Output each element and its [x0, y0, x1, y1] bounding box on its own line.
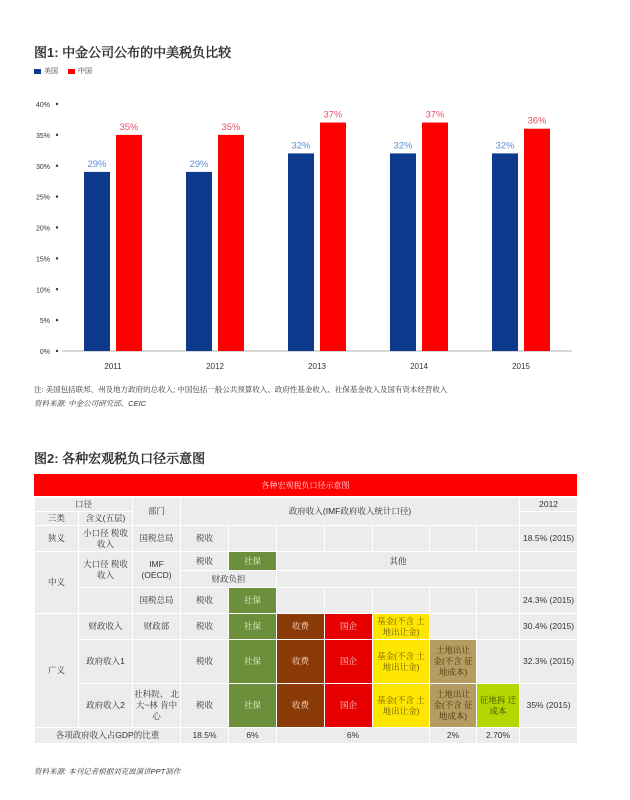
bar-china [524, 129, 550, 351]
y-tick-mark [56, 257, 58, 259]
row-gov1-value: 32.3% (2015) [520, 640, 578, 684]
row-fiscal-fees: 收费 [277, 614, 325, 640]
y-tick-label: 10% [35, 287, 50, 295]
header-year: 2012 [520, 498, 578, 512]
y-tick-mark [56, 165, 58, 167]
y-tick-mark [56, 226, 58, 228]
bar-usa [288, 153, 314, 351]
row-medium2-tax: 税收 [181, 588, 229, 614]
figure2-source: 资料来源: 本刊记者根据刘克崮演讲PPT制作 [34, 767, 181, 776]
row-gov1-fund: 基金(不含 土地出让金) [373, 640, 430, 684]
row-gov2-dept: 社科院、 北大~林 肯中心 [133, 684, 181, 728]
row-gov2-land: 土地出让 金(不含 征地成本) [430, 684, 477, 728]
y-tick-label: 20% [35, 225, 50, 233]
empty-cell [430, 526, 477, 552]
row-gov1-meaning: 政府收入1 [79, 640, 133, 684]
bar-china [218, 135, 244, 351]
footer-label: 各项政府收入占GDP的比重 [35, 728, 181, 744]
row-medium-other: 其他 [277, 552, 520, 571]
empty-cell [277, 588, 325, 614]
data-label: 32% [291, 140, 311, 152]
data-label: 32% [393, 140, 413, 152]
empty-cell [133, 640, 181, 684]
empty-cell [277, 571, 520, 588]
figure1-title: 图1: 中金公司公布的中美税负比较 [34, 45, 232, 60]
y-tick-label: 35% [35, 132, 50, 140]
row-gov2-fees: 收费 [277, 684, 325, 728]
row-narrow-tax: 税收 [181, 526, 229, 552]
x-tick-label: 2015 [512, 362, 530, 371]
row-fiscal-social: 社保 [229, 614, 277, 640]
row-broad-class: 广义 [35, 614, 79, 728]
empty-cell [477, 614, 520, 640]
y-tick-mark [56, 288, 58, 290]
y-tick-label: 15% [35, 256, 50, 264]
bar-chart [0, 90, 630, 380]
bar-china [320, 123, 346, 351]
row-fiscal-soe: 国企 [325, 614, 373, 640]
header-bumen: 部门 [133, 498, 181, 526]
footer-v1: 18.5% [181, 728, 229, 744]
figure1-note: 注: 美国包括联邦、州及地方政府的总收入; 中国包括一般公共预算收入、政府性基金收入、社保基金收入及国有资本经营收入 [34, 385, 448, 394]
empty-cell [520, 552, 578, 571]
row-gov1-land: 土地出让 金(不含 征地成本) [430, 640, 477, 684]
data-label: 35% [119, 121, 139, 133]
data-label: 36% [527, 115, 547, 127]
row-narrow-class: 狭义 [35, 526, 79, 552]
figure1-source: 资料来源: 中金公司研究部、CEIC [34, 399, 147, 408]
y-tick-label: 25% [35, 194, 50, 202]
legend-item-china [68, 66, 92, 76]
legend-item-usa [34, 66, 58, 76]
header-year-blank [520, 512, 578, 526]
row-medium2-value: 24.3% (2015) [520, 588, 578, 614]
row-narrow-meaning: 小口径 税收收入 [79, 526, 133, 552]
footer-v4: 2% [430, 728, 477, 744]
empty-cell [520, 571, 578, 588]
footer-v5: 2.70% [477, 728, 520, 744]
row-medium-fiscal-burden: 财政负担 [181, 571, 277, 588]
empty-cell [277, 526, 325, 552]
x-tick-label: 2011 [104, 362, 122, 371]
legend-swatch-usa [34, 69, 41, 74]
row-gov2-tax: 税收 [181, 684, 229, 728]
row-fiscal-fund: 基金(不含 土地出让金) [373, 614, 430, 640]
y-tick-label: 0% [39, 349, 50, 356]
row-fiscal-dept: 财政部 [133, 614, 181, 640]
data-label: 35% [221, 121, 241, 133]
header-sanlei: 三类 [35, 512, 79, 526]
header-hanyi: 含义(五层) [79, 512, 133, 526]
data-label: 32% [495, 140, 515, 152]
data-label: 37% [425, 109, 445, 121]
y-tick-mark [56, 103, 58, 105]
row-gov2-fund: 基金(不含 土地出让金) [373, 684, 430, 728]
y-tick-label: 40% [35, 102, 50, 109]
empty-cell [325, 588, 373, 614]
header-government-revenue: 政府收入(IMF政府收入统计口径) [181, 498, 520, 526]
y-tick-mark [56, 319, 58, 321]
empty-cell [520, 728, 578, 744]
row-gov2-soe: 国企 [325, 684, 373, 728]
row-narrow-dept: 国税总局 [133, 526, 181, 552]
bar-usa [84, 172, 110, 351]
bar-china [422, 123, 448, 351]
header-koujing: 口径 [35, 498, 133, 512]
row-fiscal-meaning: 财政收入 [79, 614, 133, 640]
y-tick-label: 5% [39, 318, 50, 326]
row-gov1-tax: 税收 [181, 640, 229, 684]
x-tick-label: 2013 [308, 362, 326, 371]
legend-swatch-china [68, 69, 75, 74]
y-tick-mark [56, 195, 58, 197]
row-medium-tax: 税收 [181, 552, 229, 571]
table-banner: 各种宏观税负口径示意图 [34, 474, 577, 496]
empty-cell [79, 588, 133, 614]
empty-cell [477, 588, 520, 614]
empty-cell [477, 526, 520, 552]
row-gov2-meaning: 政府收入2 [79, 684, 133, 728]
row-gov2-value: 35% (2015) [520, 684, 578, 728]
row-medium-social: 社保 [229, 552, 277, 571]
row-gov1-social: 社保 [229, 640, 277, 684]
data-label: 37% [323, 109, 343, 121]
y-tick-mark [56, 134, 58, 136]
bar-usa [186, 172, 212, 351]
row-medium2-social: 社保 [229, 588, 277, 614]
row-medium-meaning: 大口径 税收收入 [79, 552, 133, 588]
legend-label-usa: 美国 [44, 68, 58, 75]
row-medium-dept-imf: IMF (OECD) [133, 552, 181, 588]
empty-cell [229, 526, 277, 552]
footer-v2: 6% [229, 728, 277, 744]
bar-usa [492, 153, 518, 351]
empty-cell [477, 640, 520, 684]
y-tick-mark [56, 350, 58, 352]
row-gov2-demolition: 征地拆 迁成本 [477, 684, 520, 728]
row-gov2-social: 社保 [229, 684, 277, 728]
chart-legend [34, 66, 92, 76]
x-tick-label: 2012 [206, 362, 224, 371]
row-fiscal-value: 30.4% (2015) [520, 614, 578, 640]
y-tick-label: 30% [35, 163, 50, 171]
row-fiscal-tax: 税收 [181, 614, 229, 640]
x-tick-label: 2014 [410, 362, 428, 371]
row-narrow-value: 18.5% (2015) [520, 526, 578, 552]
empty-cell [373, 588, 430, 614]
data-label: 29% [87, 158, 107, 170]
bar-china [116, 135, 142, 351]
bar-usa [390, 153, 416, 351]
empty-cell [430, 588, 477, 614]
row-gov1-soe: 国企 [325, 640, 373, 684]
figure2-title: 图2: 各种宏观税负口径示意图 [34, 451, 206, 466]
row-gov1-fees: 收费 [277, 640, 325, 684]
legend-label-china: 中国 [78, 68, 92, 75]
empty-cell [325, 526, 373, 552]
row-medium2-dept: 国税总局 [133, 588, 181, 614]
empty-cell [373, 526, 430, 552]
data-label: 29% [189, 158, 209, 170]
empty-cell [430, 614, 477, 640]
tax-burden-table [34, 497, 578, 744]
row-medium-class: 中义 [35, 552, 79, 614]
footer-v3: 6% [277, 728, 430, 744]
